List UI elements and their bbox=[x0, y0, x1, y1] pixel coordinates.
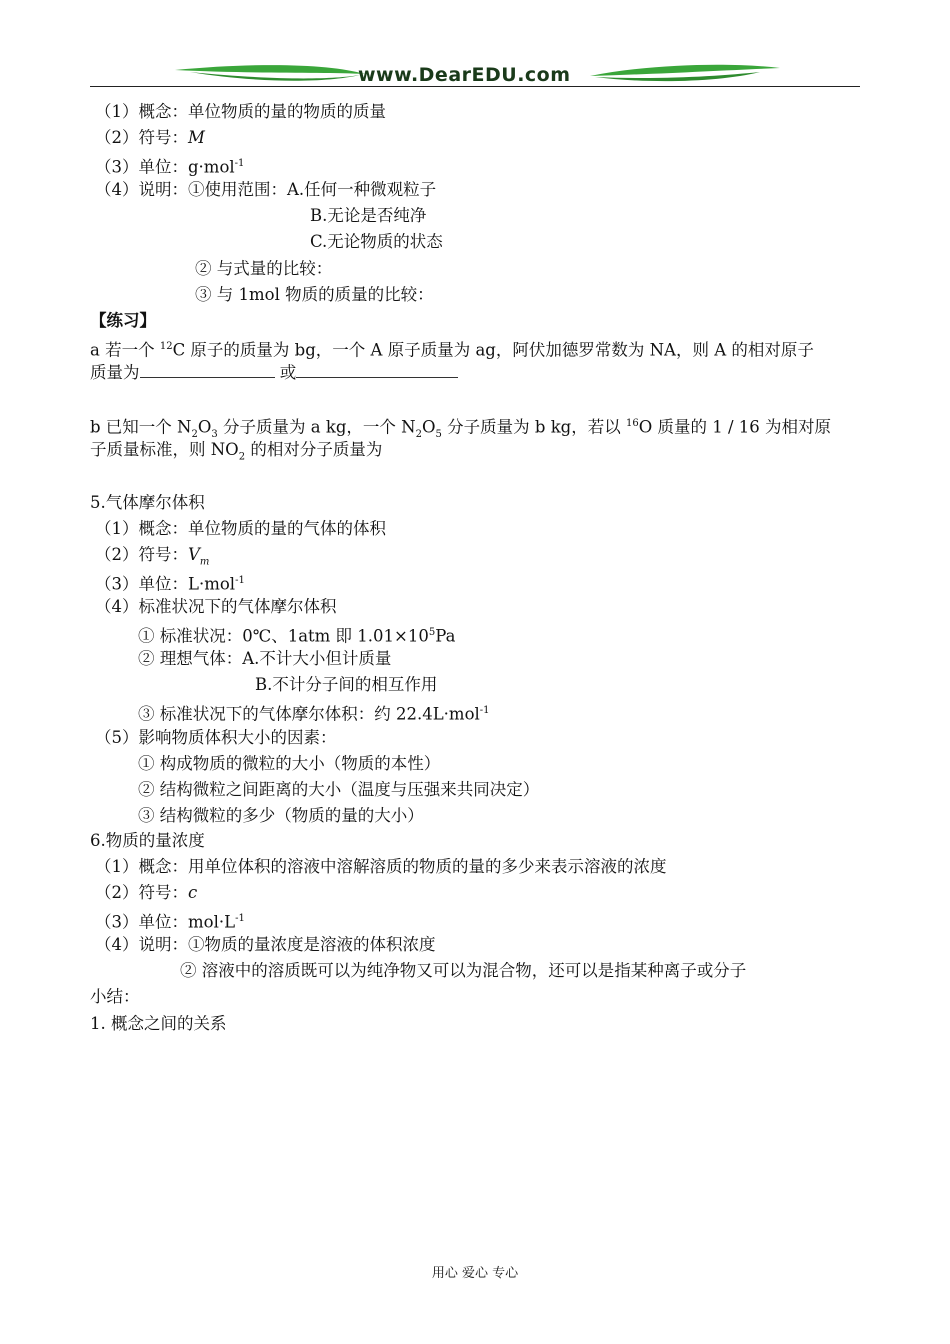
concentration-title: 6.物质的量浓度 bbox=[90, 831, 205, 850]
exercise-b-line1: b 已知一个 $N_2O_3$ 分子质量为 a kg，一个 $N_2O_5$ 分子质量为 b kg，若以 $^{16}$O 质量的 1 / 16 为相对原 bbox=[90, 417, 832, 440]
concentration-note-2: ② 溶液中的溶质既可以为纯净物又可以为混合物，还可以是指某种离子或分子 bbox=[180, 961, 747, 980]
molar-mass-unit: （3）单位：g·mol$^{-1}$ bbox=[95, 157, 245, 177]
gas-volume-symbol: （2）符号：$V_m$ bbox=[95, 545, 210, 568]
gas-volume-factor-1: ① 构成物质的微粒的大小（物质的本性） bbox=[138, 754, 441, 773]
answer-blank-2[interactable] bbox=[296, 362, 458, 378]
molar-mass-symbol: （2）符号：M bbox=[95, 128, 205, 147]
answer-blank-1[interactable] bbox=[140, 362, 275, 378]
gas-volume-std-2b: B.不计分子间的相互作用 bbox=[255, 675, 438, 694]
molar-mass-note-3: ③ 与 1mol 物质的质量的比较： bbox=[195, 285, 434, 304]
exercise-a-line1: a 若一个 $^{12}$C 原子的质量为 bg，一个 A 原子质量为 ag，阿伏加德罗常数为 NA，则 A 的相对原子 bbox=[90, 340, 814, 360]
gas-volume-unit: （3）单位：L·mol$^{-1}$ bbox=[95, 574, 245, 594]
page-footer: 用心 爱心 专心 bbox=[431, 1266, 519, 1281]
summary-item-1: 1. 概念之间的关系 bbox=[90, 1014, 227, 1033]
header-rule bbox=[90, 86, 860, 87]
molar-mass-note-2: ② 与式量的比较： bbox=[195, 259, 333, 278]
molar-mass-note: （4）说明：①使用范围：A.任何一种微观粒子 bbox=[95, 180, 437, 199]
gas-volume-std-1: ① 标准状况：0℃、1atm 即 $1.01\times 10^5Pa$ bbox=[138, 626, 456, 646]
molar-mass-note-b: B.无论是否纯净 bbox=[310, 206, 427, 225]
gas-volume-std-2: ② 理想气体：A.不计大小但计质量 bbox=[138, 649, 392, 668]
concentration-symbol: （2）符号：c bbox=[95, 883, 198, 902]
gas-volume-std-title: （4）标准状况下的气体摩尔体积 bbox=[95, 597, 337, 616]
concentration-note-1: （4）说明：①物质的量浓度是溶液的体积浓度 bbox=[95, 935, 436, 954]
summary-title: 小结： bbox=[90, 987, 140, 1006]
gas-volume-concept: （1）概念：单位物质的量的气体的体积 bbox=[95, 519, 386, 538]
gas-volume-factor-title: （5）影响物质体积大小的因素： bbox=[95, 728, 337, 747]
exercise-b-line2: 子质量标准，则 $NO_2$ 的相对分子质量为 bbox=[90, 440, 383, 463]
site-logo-text: www.DearEDU.com bbox=[358, 64, 571, 86]
concentration-concept: （1）概念：用单位体积的溶液中溶解溶质的物质的量的多少来表示溶液的浓度 bbox=[95, 857, 667, 876]
gas-volume-title: 5.气体摩尔体积 bbox=[90, 493, 205, 512]
gas-volume-std-3: ③ 标准状况下的气体摩尔体积：约 22.4L·mol$^{-1}$ bbox=[138, 704, 490, 724]
gas-volume-factor-3: ③ 结构微粒的多少（物质的量的大小） bbox=[138, 806, 424, 825]
molar-mass-concept: （1）概念：单位物质的量的物质的质量 bbox=[95, 102, 386, 121]
exercise-title: 【练习】 bbox=[90, 311, 156, 330]
exercise-a-line2: 质量为 或 bbox=[90, 362, 458, 384]
molar-mass-note-c: C.无论物质的状态 bbox=[310, 232, 443, 251]
gas-volume-factor-2: ② 结构微粒之间距离的大小（温度与压强来共同决定） bbox=[138, 780, 540, 799]
concentration-unit: （3）单位：$mol\cdot L^{-1}$ bbox=[95, 912, 245, 932]
